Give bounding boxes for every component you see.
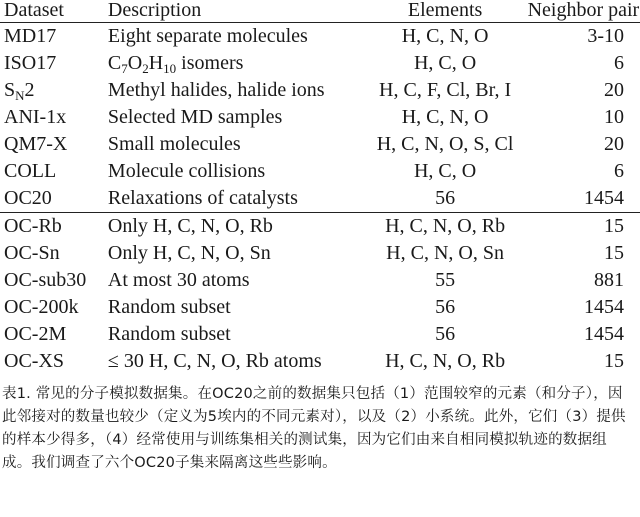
dataset-cell: OC-XS <box>4 350 65 372</box>
dataset-cell <box>0 77 106 104</box>
table-header-row <box>0 0 640 23</box>
neighbors-cell: 10 <box>604 106 624 128</box>
neighbors-cell: 15 <box>604 350 624 372</box>
neighbors-cell: 15 <box>604 242 624 264</box>
elements-cell: H, C, F, Cl, Br, I <box>379 79 512 101</box>
elements-cell: 56 <box>435 323 456 345</box>
description-cell: At most 30 atoms <box>107 269 250 291</box>
neighbors-cell: 6 <box>614 52 624 74</box>
neighbors-cell: 1454 <box>584 323 624 345</box>
formula-subscript: 10 <box>163 61 177 76</box>
dataset-cell: COLL <box>4 160 57 182</box>
dataset-cell: MD17 <box>4 25 57 47</box>
neighbors-cell: 6 <box>614 160 624 182</box>
dataset-cell: OC-200k <box>4 296 79 318</box>
description-cell: Eight separate molecules <box>107 25 308 47</box>
elements-cell: 56 <box>435 296 456 318</box>
table-row <box>0 50 640 77</box>
formula-subscript: 7 <box>121 61 128 76</box>
dataset-cell: ISO17 <box>4 52 57 74</box>
dataset-cell: OC-sub30 <box>4 269 87 291</box>
table-row <box>0 23 640 51</box>
elements-cell: H, C, N, O <box>401 25 489 47</box>
dataset-name-subscript: N <box>15 88 25 103</box>
dataset-name-suffix: 2 <box>24 79 35 101</box>
neighbors-cell: 1454 <box>584 187 624 209</box>
description-cell: Only H, C, N, O, Sn <box>107 242 271 264</box>
header-elements: Elements <box>363 0 528 23</box>
table-row <box>0 348 640 375</box>
table-row <box>0 104 640 131</box>
neighbors-cell: 20 <box>604 79 624 101</box>
description-cell: Only H, C, N, O, Rb <box>106 213 363 241</box>
formula-element: C <box>107 52 122 74</box>
dataset-cell: OC-Rb <box>0 213 106 241</box>
table-caption: 表1. 常见的分子模拟数据集。在OC20之前的数据集只包括（1）范围较窄的元素（和分子），因此邻接对的数量也较少（定义为5埃内的不同元素对），以及（2）小系统。此外，它们（3）提供的样本少得多，（4）经常使用与训练集相关的测试集，因为它们由来自相同模拟轨迹的数据组成。我们调查了六个OC20子集来隔离这些些影响。 <box>2 386 626 471</box>
elements-cell: 56 <box>435 187 456 209</box>
formula-subscript: 2 <box>142 61 149 76</box>
formula-element: O <box>127 52 143 74</box>
elements-cell: H, C, O <box>413 52 477 74</box>
header-description: Description <box>106 0 363 23</box>
description-cell: Random subset <box>107 323 231 345</box>
description-cell: Small molecules <box>107 133 241 155</box>
header-dataset: Dataset <box>0 0 106 23</box>
formula-element: H <box>148 52 164 74</box>
table-row <box>0 294 640 321</box>
description-suffix: isomers <box>176 52 244 74</box>
neighbors-cell: 3-10 <box>587 25 624 47</box>
neighbors-cell: 15 <box>528 213 640 241</box>
table-row <box>0 131 640 158</box>
neighbors-cell: 20 <box>604 133 624 155</box>
description-cell: Methyl halides, halide ions <box>107 79 325 101</box>
dataset-cell: ANI-1x <box>4 106 67 128</box>
neighbors-cell: 1454 <box>584 296 624 318</box>
description-cell: Relaxations of catalysts <box>107 187 298 209</box>
elements-cell: H, C, N, O <box>401 106 489 128</box>
description-cell: Molecule collisions <box>107 160 266 182</box>
dataset-cell: OC20 <box>4 187 52 209</box>
header-neighbor-pair: Neighbor pair <box>528 0 640 23</box>
elements-cell: H, C, O <box>413 160 477 182</box>
description-cell: ≤ 30 H, C, N, O, Rb atoms <box>107 350 322 372</box>
table-row <box>0 185 640 213</box>
table-row <box>0 213 640 241</box>
neighbors-cell: 881 <box>594 269 624 291</box>
table-row <box>0 77 640 104</box>
dataset-cell: OC-2M <box>4 323 67 345</box>
table-row <box>0 158 640 185</box>
table-row <box>0 240 640 267</box>
description-cell <box>106 50 363 77</box>
elements-cell: 55 <box>435 269 456 291</box>
table-row <box>0 267 640 294</box>
dataset-cell: OC-Sn <box>4 242 60 264</box>
description-cell: Random subset <box>107 296 231 318</box>
elements-cell: H, C, N, O, Rb <box>385 350 506 372</box>
elements-cell: H, C, N, O, Sn <box>386 242 504 264</box>
elements-cell: H, C, N, O, Rb <box>363 213 528 241</box>
table-row <box>0 321 640 348</box>
dataset-cell: QM7-X <box>4 133 68 155</box>
elements-cell: H, C, N, O, S, Cl <box>376 133 514 155</box>
description-cell: Selected MD samples <box>107 106 283 128</box>
dataset-name-main: S <box>4 79 16 101</box>
